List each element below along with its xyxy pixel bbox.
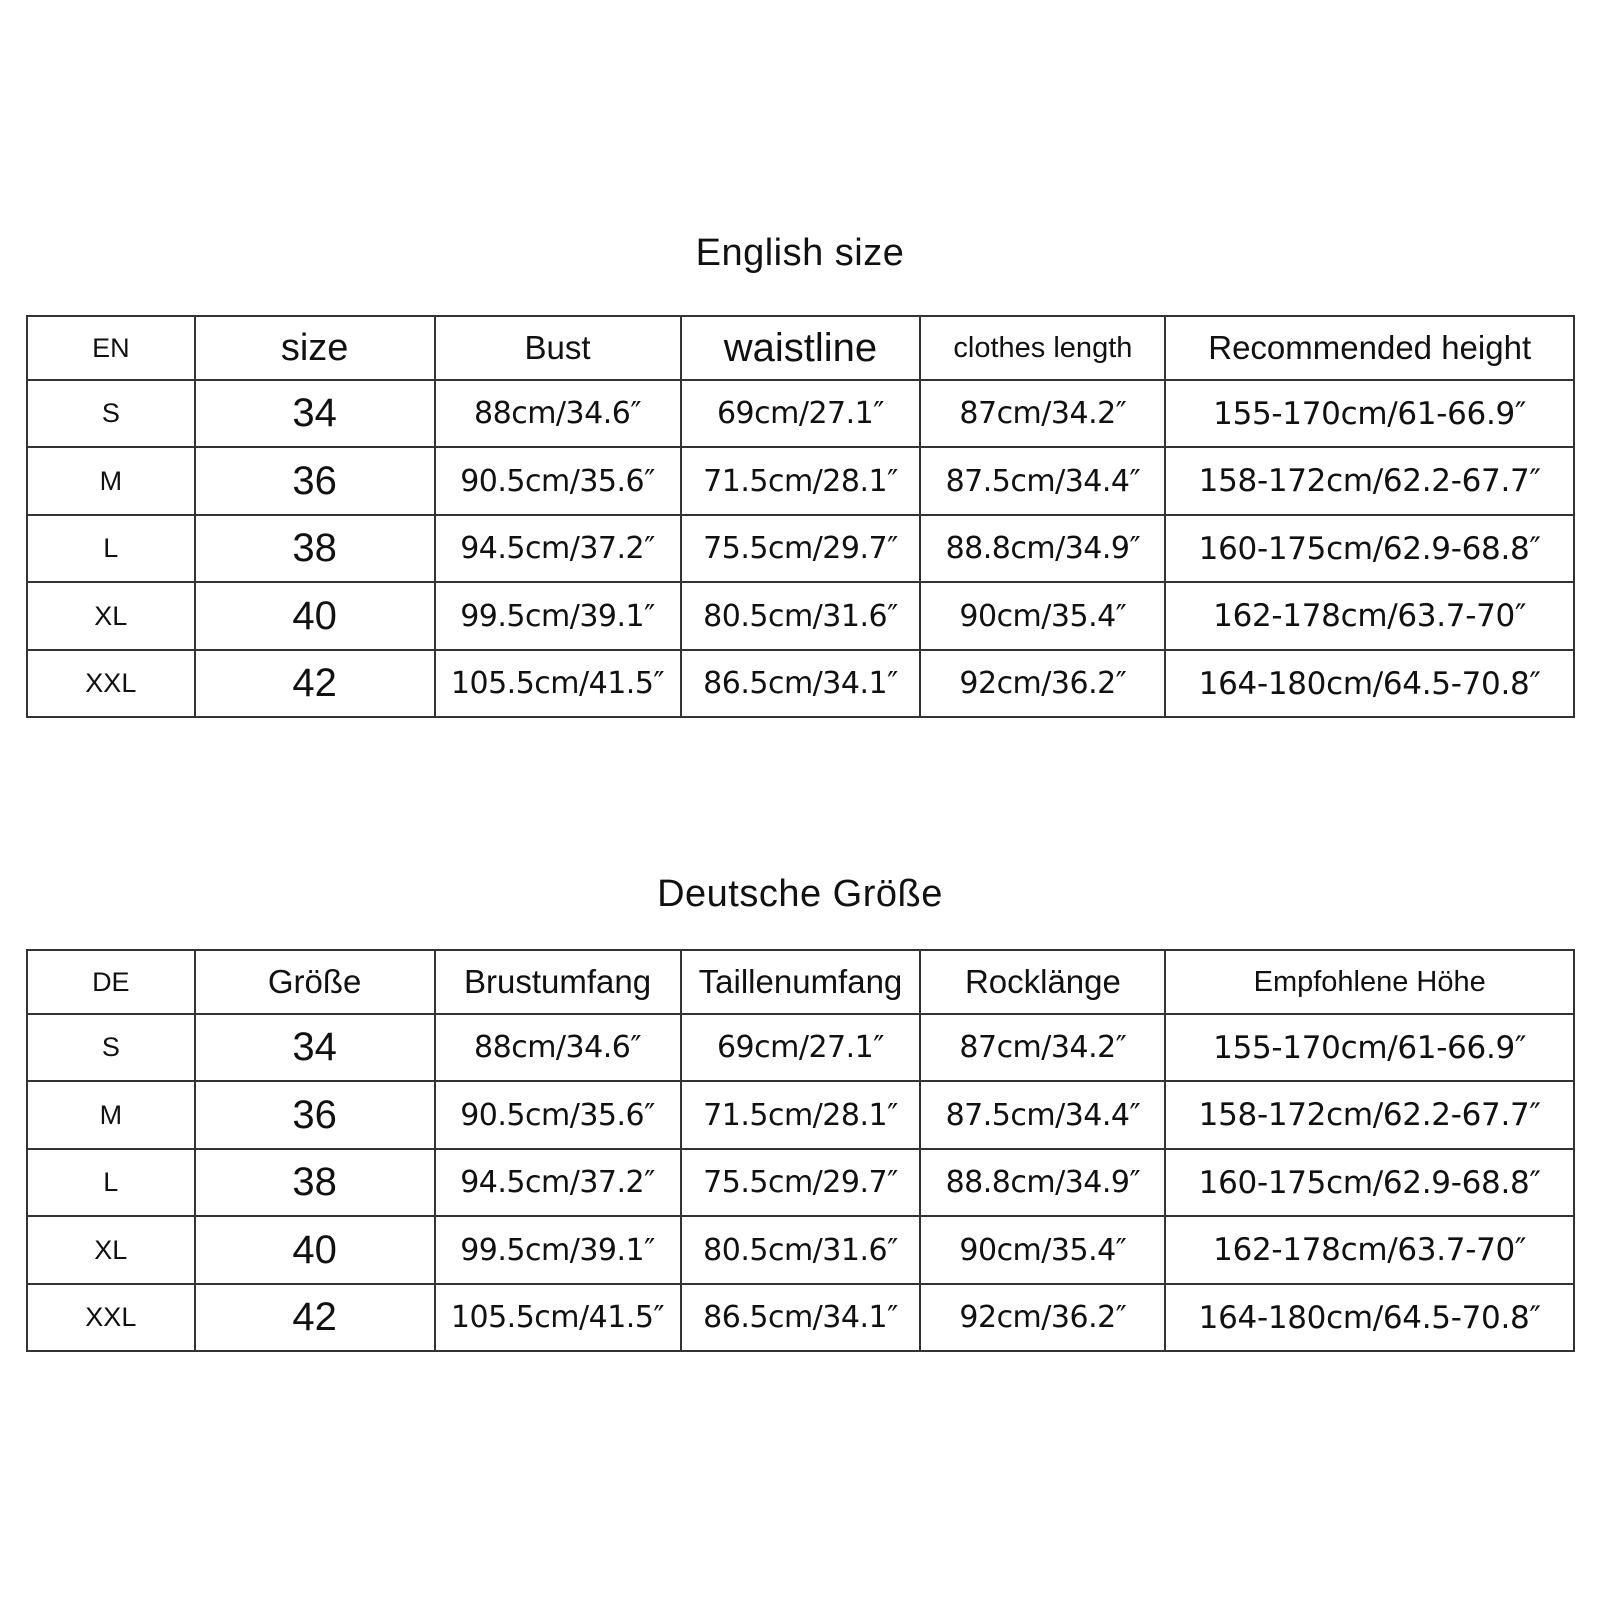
table-row bbox=[27, 447, 1574, 515]
bust-value: 105.5cm/41.5″ bbox=[435, 1284, 681, 1351]
table-row bbox=[27, 380, 1574, 447]
header-en: EN bbox=[27, 316, 195, 380]
waist-value: 80.5cm/31.6″ bbox=[681, 1216, 921, 1284]
bust-value: 88cm/34.6″ bbox=[435, 380, 681, 447]
length-value: 87cm/34.2″ bbox=[920, 380, 1165, 447]
bust-value: 94.5cm/37.2″ bbox=[435, 515, 681, 582]
length-value: 87cm/34.2″ bbox=[920, 1014, 1165, 1081]
height-value: 164-180cm/64.5-70.8″ bbox=[1165, 1284, 1574, 1351]
length-value: 88.8cm/34.9″ bbox=[920, 515, 1165, 582]
size-number: 40 bbox=[195, 1216, 435, 1284]
waist-value: 75.5cm/29.7″ bbox=[681, 515, 921, 582]
table-row bbox=[27, 582, 1574, 650]
size-number: 40 bbox=[195, 582, 435, 650]
table-row bbox=[27, 515, 1574, 582]
length-value: 87.5cm/34.4″ bbox=[920, 1081, 1165, 1149]
bust-value: 94.5cm/37.2″ bbox=[435, 1149, 681, 1216]
length-value: 90cm/35.4″ bbox=[920, 1216, 1165, 1284]
header-waistline: waistline bbox=[681, 316, 921, 380]
table-row bbox=[27, 1284, 1574, 1351]
table-row bbox=[27, 1081, 1574, 1149]
size-code: XL bbox=[27, 1216, 195, 1284]
size-code: XXL bbox=[27, 1284, 195, 1351]
table-row bbox=[27, 1149, 1574, 1216]
height-value: 155-170cm/61-66.9″ bbox=[1165, 380, 1574, 447]
length-value: 90cm/35.4″ bbox=[920, 582, 1165, 650]
height-value: 162-178cm/63.7-70″ bbox=[1165, 582, 1574, 650]
header-de: DE bbox=[27, 950, 195, 1014]
english-size-title: English size bbox=[695, 232, 905, 274]
german-size-title: Deutsche Größe bbox=[657, 873, 943, 915]
size-number: 38 bbox=[195, 1149, 435, 1216]
size-number: 38 bbox=[195, 515, 435, 582]
bust-value: 99.5cm/39.1″ bbox=[435, 1216, 681, 1284]
bust-value: 90.5cm/35.6″ bbox=[435, 447, 681, 515]
size-code: L bbox=[27, 515, 195, 582]
header-groesse: Größe bbox=[195, 950, 435, 1014]
header-taillenumfang: Taillenumfang bbox=[681, 950, 921, 1014]
table-row bbox=[27, 650, 1574, 717]
length-value: 87.5cm/34.4″ bbox=[920, 447, 1165, 515]
waist-value: 75.5cm/29.7″ bbox=[681, 1149, 921, 1216]
waist-value: 86.5cm/34.1″ bbox=[681, 650, 921, 717]
length-value: 88.8cm/34.9″ bbox=[920, 1149, 1165, 1216]
size-code: M bbox=[27, 447, 195, 515]
length-value: 92cm/36.2″ bbox=[920, 1284, 1165, 1351]
size-code: L bbox=[27, 1149, 195, 1216]
bust-value: 90.5cm/35.6″ bbox=[435, 1081, 681, 1149]
size-number: 42 bbox=[195, 1284, 435, 1351]
waist-value: 69cm/27.1″ bbox=[681, 1014, 921, 1081]
size-code: S bbox=[27, 1014, 195, 1081]
header-empfohlene-hoehe: Empfohlene Höhe bbox=[1165, 950, 1574, 1014]
size-number: 36 bbox=[195, 1081, 435, 1149]
header-bust: Bust bbox=[435, 316, 681, 380]
header-rocklaenge: Rocklänge bbox=[920, 950, 1165, 1014]
waist-value: 69cm/27.1″ bbox=[681, 380, 921, 447]
size-code: S bbox=[27, 380, 195, 447]
waist-value: 80.5cm/31.6″ bbox=[681, 582, 921, 650]
size-code: XL bbox=[27, 582, 195, 650]
size-code: M bbox=[27, 1081, 195, 1149]
english-size-table bbox=[26, 315, 1575, 718]
height-value: 164-180cm/64.5-70.8″ bbox=[1165, 650, 1574, 717]
size-number: 34 bbox=[195, 1014, 435, 1081]
height-value: 160-175cm/62.9-68.8″ bbox=[1165, 1149, 1574, 1216]
waist-value: 71.5cm/28.1″ bbox=[681, 1081, 921, 1149]
bust-value: 99.5cm/39.1″ bbox=[435, 582, 681, 650]
table-header-row bbox=[27, 950, 1574, 1014]
table-header-row bbox=[27, 316, 1574, 380]
header-recommended-height: Recommended height bbox=[1165, 316, 1574, 380]
size-number: 42 bbox=[195, 650, 435, 717]
header-size: size bbox=[195, 316, 435, 380]
table-row bbox=[27, 1216, 1574, 1284]
bust-value: 105.5cm/41.5″ bbox=[435, 650, 681, 717]
size-code: XXL bbox=[27, 650, 195, 717]
length-value: 92cm/36.2″ bbox=[920, 650, 1165, 717]
header-clothes-length: clothes length bbox=[920, 316, 1165, 380]
height-value: 158-172cm/62.2-67.7″ bbox=[1165, 447, 1574, 515]
bust-value: 88cm/34.6″ bbox=[435, 1014, 681, 1081]
waist-value: 86.5cm/34.1″ bbox=[681, 1284, 921, 1351]
height-value: 155-170cm/61-66.9″ bbox=[1165, 1014, 1574, 1081]
height-value: 160-175cm/62.9-68.8″ bbox=[1165, 515, 1574, 582]
table-row bbox=[27, 1014, 1574, 1081]
size-number: 36 bbox=[195, 447, 435, 515]
height-value: 162-178cm/63.7-70″ bbox=[1165, 1216, 1574, 1284]
header-brustumfang: Brustumfang bbox=[435, 950, 681, 1014]
size-number: 34 bbox=[195, 380, 435, 447]
german-size-table bbox=[26, 949, 1575, 1352]
waist-value: 71.5cm/28.1″ bbox=[681, 447, 921, 515]
height-value: 158-172cm/62.2-67.7″ bbox=[1165, 1081, 1574, 1149]
